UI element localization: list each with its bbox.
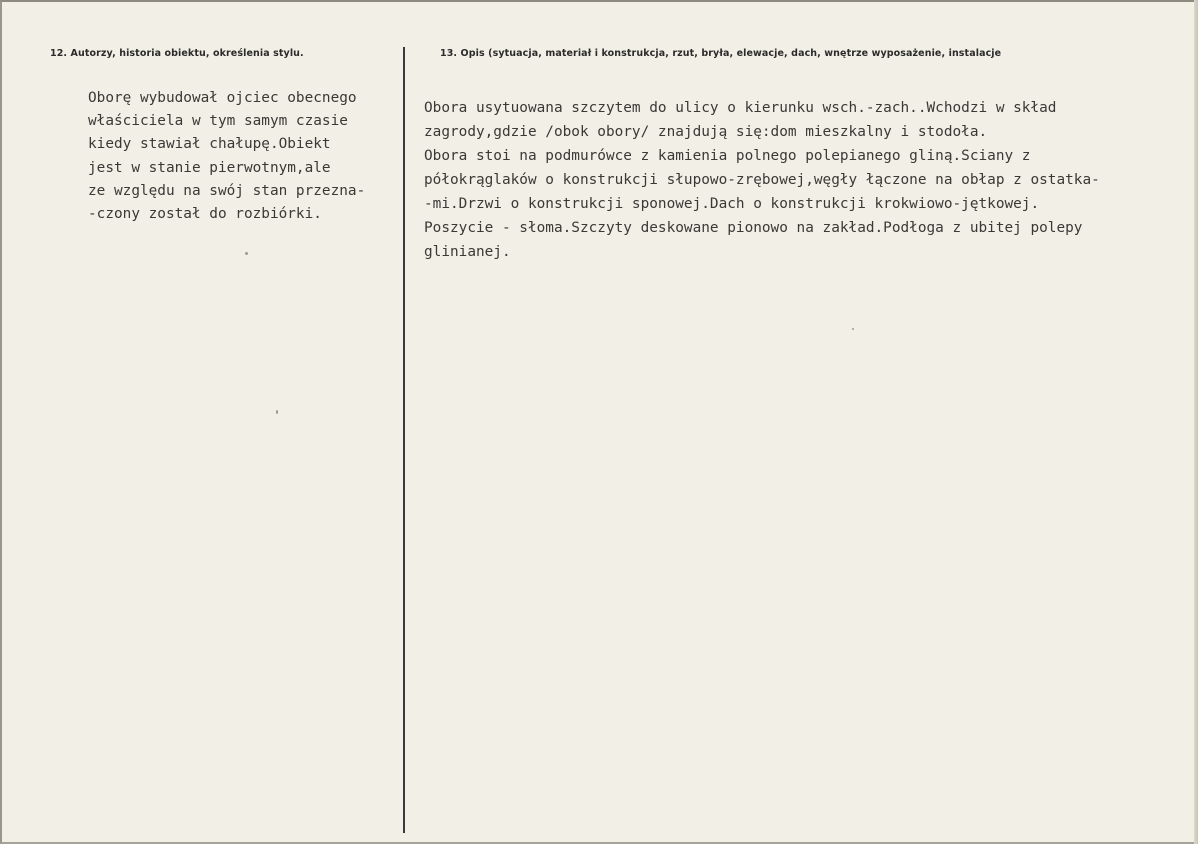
text-line: półokrąglaków o konstrukcji słupowo-zrębowej,węgły łączone na obłap z ostatka- <box>424 172 1100 188</box>
section-13-heading: 13. Opis (sytuacja, materiał i konstrukcja, rzut, bryła, elewacje, dach, wnętrze wyposażenie, instalacje <box>440 48 1002 59</box>
text-line: kiedy stawiał chałupę.Obiekt <box>88 136 331 153</box>
text-line: ze względu na swój stan przezna- <box>88 182 366 199</box>
column-divider <box>403 47 405 833</box>
text-line: Oborę wybudował ojciec obecnego <box>88 90 357 106</box>
text-line: jest w stanie pierwotnym,ale <box>88 159 331 176</box>
section-13-text <box>424 96 1198 264</box>
section-12-heading: 12. Autorzy, historia obiektu, określenia stylu. <box>50 48 304 59</box>
text-line: Poszycie - słoma.Szczyty deskowane pionowo na zakład.Podłoga z ubitej polepy <box>424 220 1083 236</box>
text-line: Obora stoi na podmurówce z kamienia polnego polepianego gliną.Sciany z <box>424 148 1031 164</box>
paper-speck <box>245 252 248 255</box>
text-line: -mi.Drzwi o konstrukcji sponowej.Dach o konstrukcji krokwiowo-jętkowej. <box>424 196 1040 212</box>
section-12-text <box>88 87 403 226</box>
text-line: Obora usytuowana szczytem do ulicy o kierunku wsch.-zach..Wchodzi w skład <box>424 100 1057 116</box>
paper-speck <box>852 328 854 330</box>
text-line: -czony został do rozbiórki. <box>88 205 322 222</box>
text-line: właściciela w tym samym czasie <box>88 113 348 130</box>
text-line: glinianej. <box>424 244 511 260</box>
paper-speck <box>276 410 278 414</box>
text-line: zagrody,gdzie /obok obory/ znajdują się:dom mieszkalny i stodoła. <box>424 124 988 140</box>
